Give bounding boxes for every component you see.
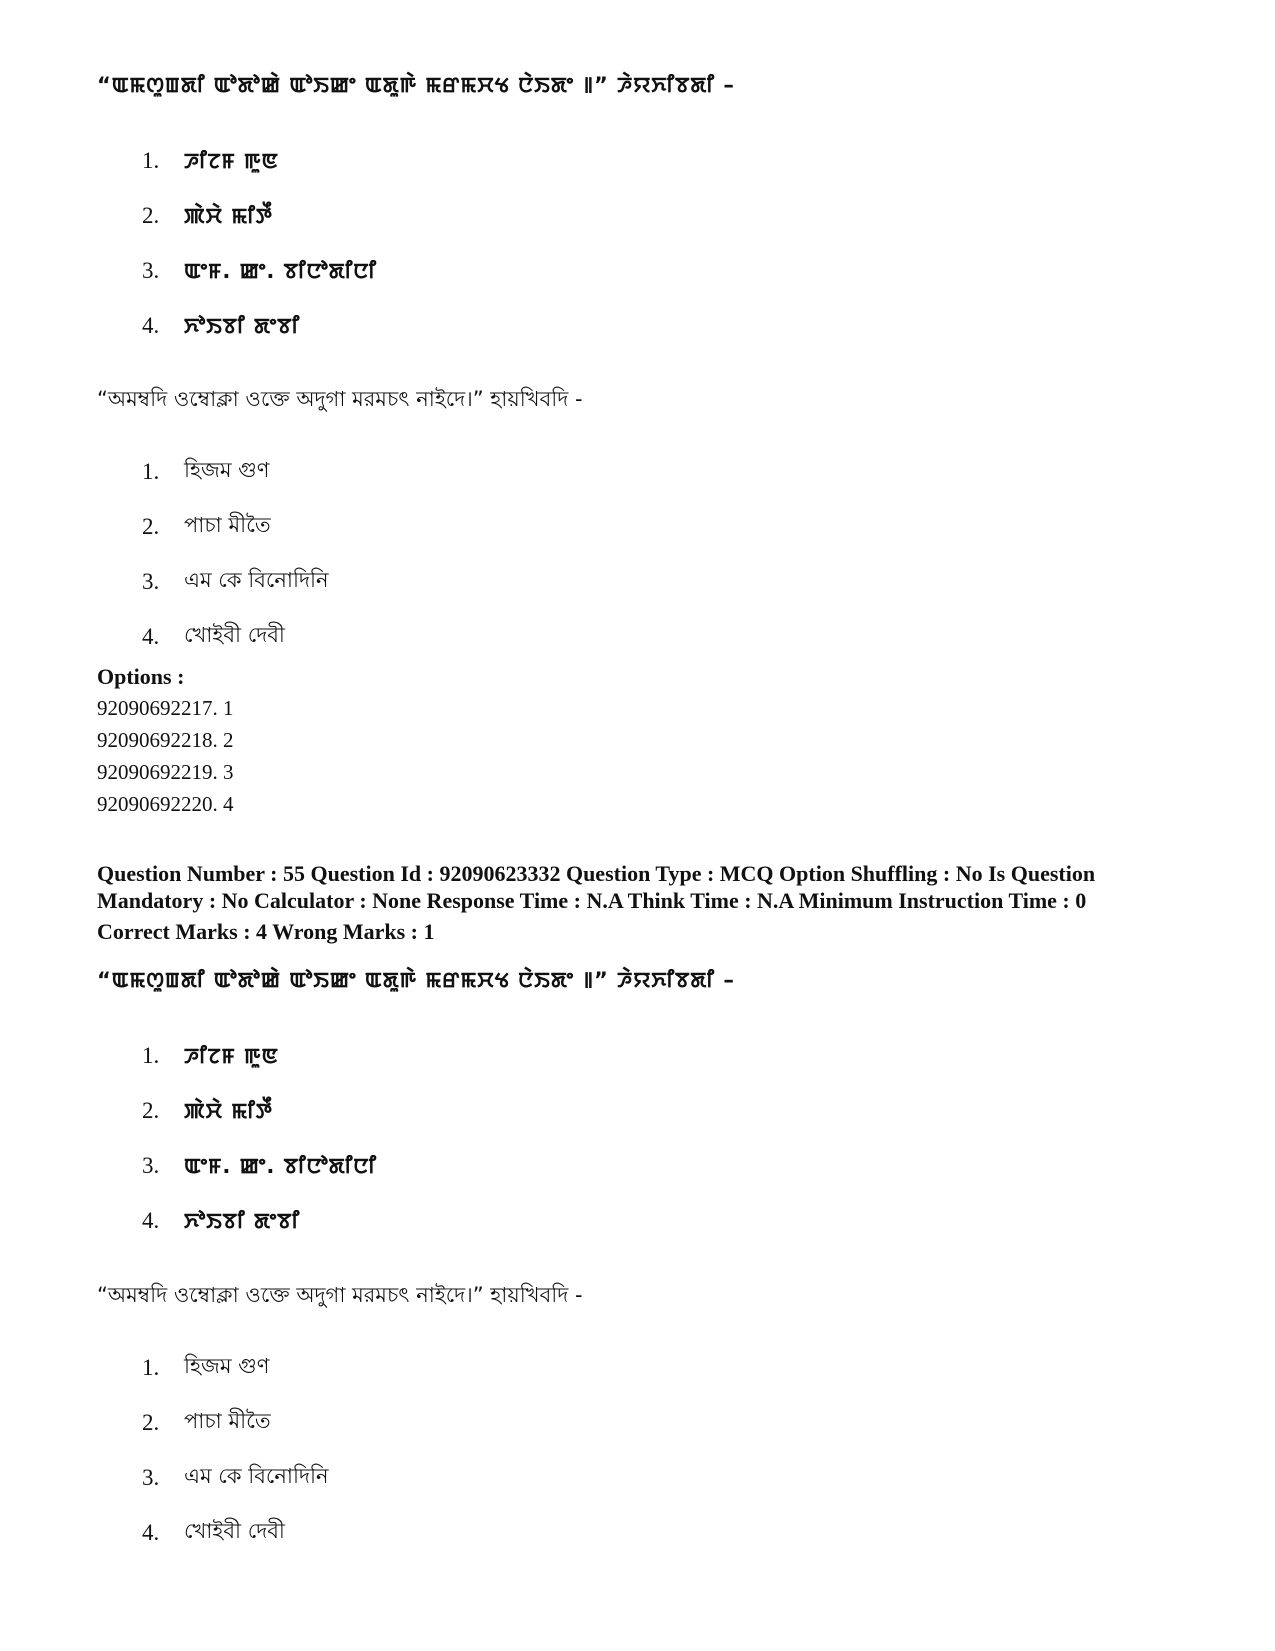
option-line: 92090692217. 1	[97, 696, 234, 720]
choice-text: খোইবী দেবী	[184, 1519, 285, 1543]
choice-text: ꯈꯣꯏꯕꯤ ꯗꯦꯕꯤ	[184, 1209, 301, 1233]
question-mm-block-1	[97, 70, 1197, 100]
choice-number: 1.	[142, 1354, 160, 1380]
choice-item	[97, 444, 1197, 499]
choice-number: 2.	[142, 202, 160, 228]
choice-number: 3.	[142, 568, 160, 594]
choice-number: 4.	[142, 1207, 160, 1233]
question-meta	[97, 860, 1197, 945]
choice-text: ꯄꯥꯆꯥ ꯃꯤꯇꯩ	[184, 1099, 273, 1123]
choice-number: 3.	[142, 1152, 160, 1178]
options-heading: Options :	[97, 664, 185, 689]
choice-number: 1.	[142, 458, 160, 484]
choice-text: খোইবী দেবী	[184, 623, 285, 647]
choice-item	[97, 1450, 1197, 1505]
choice-number: 1.	[142, 147, 160, 173]
choice-number: 4.	[142, 1519, 160, 1545]
choice-number: 4.	[142, 623, 160, 649]
choice-item	[97, 1138, 1197, 1193]
choice-item	[97, 1395, 1197, 1450]
choice-item	[97, 133, 1197, 188]
choice-list	[97, 1028, 1197, 1248]
choice-text: ꯑꯦꯝ. ꯀꯦ. ꯕꯤꯅꯣꯗꯤꯅꯤ	[184, 1154, 377, 1178]
choice-item	[97, 499, 1197, 554]
option-line: 92090692219. 3	[97, 760, 234, 784]
choices-mm-block-1	[97, 133, 1197, 353]
choice-number: 4.	[142, 312, 160, 338]
choice-item	[97, 1193, 1197, 1248]
choice-item	[97, 1083, 1197, 1138]
choice-item	[97, 1028, 1197, 1083]
choice-number: 3.	[142, 257, 160, 283]
choice-text: পাচা মীতৈ	[184, 1409, 271, 1433]
choice-list	[97, 444, 1197, 664]
choice-item	[97, 1340, 1197, 1395]
question-bn-block-2	[97, 1280, 1197, 1310]
choice-text: এম কে বিনোদিনি	[184, 1464, 329, 1488]
option-line: 92090692220. 4	[97, 792, 234, 816]
choice-text: পাচা মীতৈ	[184, 513, 271, 537]
choice-text: ꯄꯥꯆꯥ ꯃꯤꯇꯩ	[184, 204, 273, 228]
meta-line-2: Mandatory : No Calculator : None Response Time : N.A Think Time : N.A Minimum Instruction Time : 0	[97, 888, 1087, 913]
choice-item	[97, 188, 1197, 243]
question-text-mm: “ꯑꯃꯁꯨꯡꯗꯤ ꯑꯣꯗꯣꯀꯥ ꯑꯣꯏꯀꯦ ꯑꯗꯨꯒꯥ ꯃꯔꯃꯆꯠ ꯅꯥꯏꯗꯦ ꯫” ꯍꯥꯌꯈꯤꯕꯗꯤ –	[97, 73, 735, 97]
option-line: 92090692218. 2	[97, 728, 234, 752]
choices-mm-block-2	[97, 1028, 1197, 1248]
choice-text: ꯑꯦꯝ. ꯀꯦ. ꯕꯤꯅꯣꯗꯤꯅꯤ	[184, 259, 377, 283]
choice-item	[97, 609, 1197, 664]
choices-bn-block-2	[97, 1340, 1197, 1560]
choice-item	[97, 554, 1197, 609]
choice-number: 3.	[142, 1464, 160, 1490]
choice-list	[97, 133, 1197, 353]
choice-number: 2.	[142, 1409, 160, 1435]
choice-text: হিজম গুণ	[184, 1354, 270, 1378]
choice-text: ꯍꯤꯖꯝ ꯒꯨꯟ	[184, 149, 279, 173]
question-text-bn: “অমম্বদি ওম্বোক্লা ওক্তে অদুগা মরমচৎ নাইদে।” হায়খিবদি -	[97, 1283, 583, 1307]
meta-line-3: Correct Marks : 4 Wrong Marks : 1	[97, 919, 435, 944]
choice-number: 2.	[142, 513, 160, 539]
options-section	[97, 662, 1197, 820]
choice-list	[97, 1340, 1197, 1560]
meta-line-1: Question Number : 55 Question Id : 92090623332 Question Type : MCQ Option Shuffling : No Is Question	[97, 861, 1096, 886]
choices-bn-block-1	[97, 444, 1197, 664]
choice-item	[97, 298, 1197, 353]
choice-item	[97, 1505, 1197, 1560]
choice-text: এম কে বিনোদিনি	[184, 568, 329, 592]
question-mm-block-2	[97, 965, 1197, 995]
choice-number: 2.	[142, 1097, 160, 1123]
choice-number: 1.	[142, 1042, 160, 1068]
choice-text: হিজম গুণ	[184, 458, 270, 482]
choice-text: ꯈꯣꯏꯕꯤ ꯗꯦꯕꯤ	[184, 314, 301, 338]
question-bn-block-1	[97, 384, 1197, 414]
question-text-mm: “ꯑꯃꯁꯨꯡꯗꯤ ꯑꯣꯗꯣꯀꯥ ꯑꯣꯏꯀꯦ ꯑꯗꯨꯒꯥ ꯃꯔꯃꯆꯠ ꯅꯥꯏꯗꯦ ꯫” ꯍꯥꯌꯈꯤꯕꯗꯤ –	[97, 968, 735, 992]
choice-item	[97, 243, 1197, 298]
question-text-bn: “অমম্বদি ওম্বোক্লা ওক্তে অদুগা মরমচৎ নাইদে।” হায়খিবদি -	[97, 387, 583, 411]
choice-text: ꯍꯤꯖꯝ ꯒꯨꯟ	[184, 1044, 279, 1068]
